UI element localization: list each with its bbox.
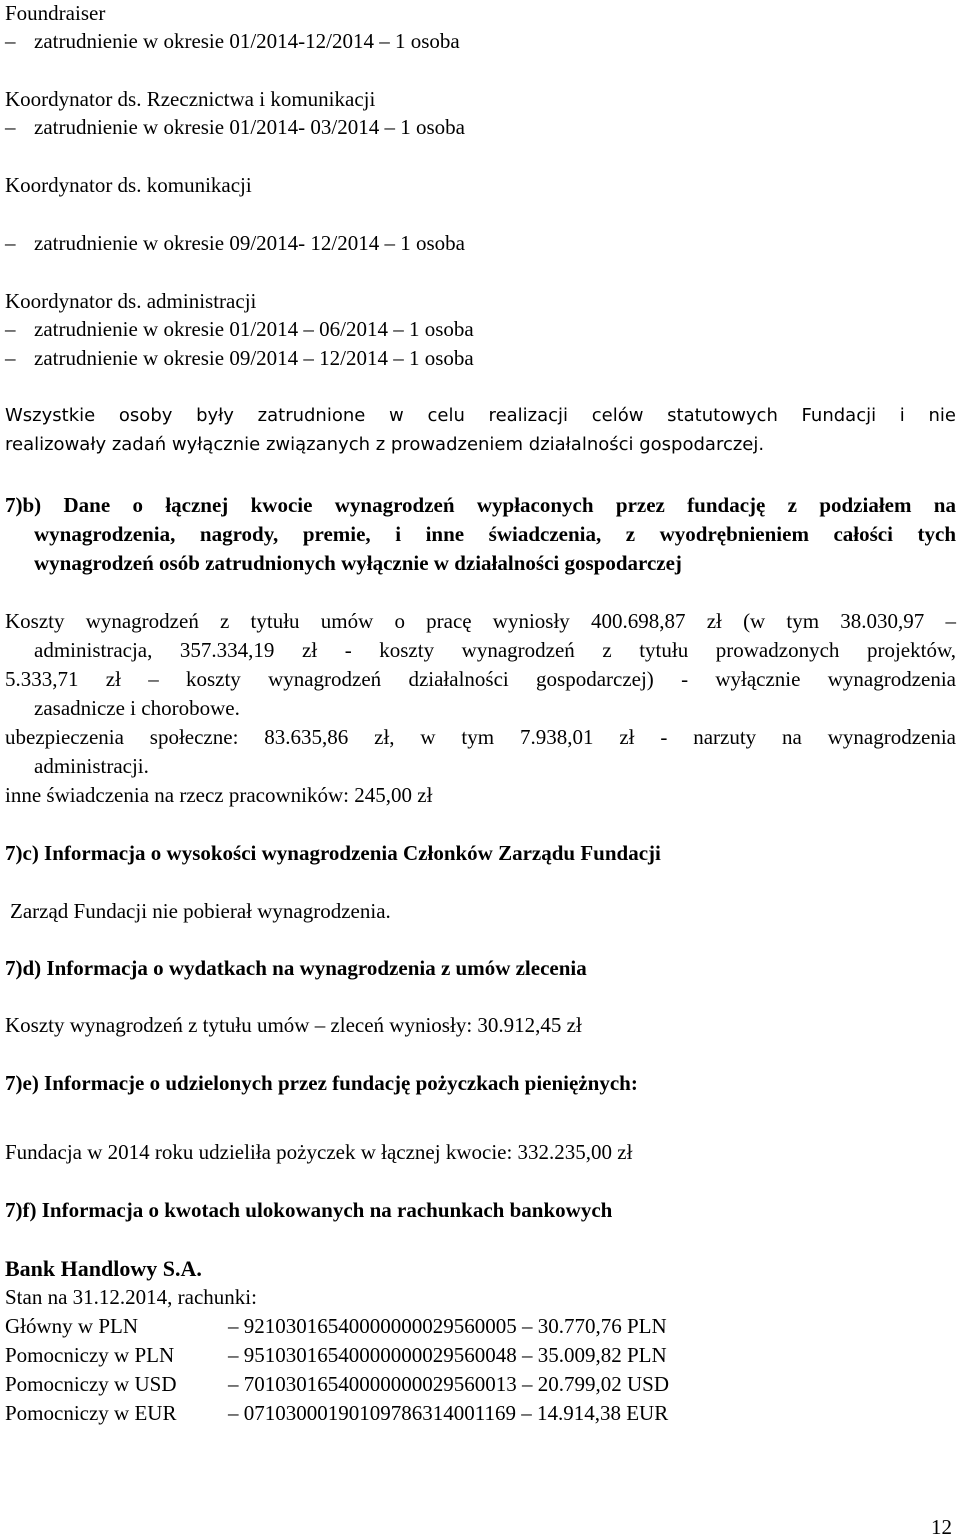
costs-line-3: 5.333,71 zł – koszty wynagrodzeń działalności gospodarczej) - wyłącznie wynagrodzenia	[5, 667, 956, 691]
rzecznictwo-line: zatrudnienie w okresie 01/2014- 03/2014 – 1 osoba	[34, 115, 465, 139]
account-value: – 92103016540000000029560005 – 30.770,76 PLN	[228, 1314, 667, 1338]
account-label: Pomocniczy w USD	[5, 1372, 177, 1396]
account-label: Pomocniczy w PLN	[5, 1343, 175, 1367]
fundraiser-title: Foundraiser	[5, 1, 106, 25]
section-7b-heading-3: wynagrodzeń osób zatrudnionych wyłącznie w działalności gospodarczej	[34, 551, 682, 575]
bank-name: Bank Handlowy S.A.	[5, 1256, 202, 1281]
rzecznictwo-title: Koordynator ds. Rzecznictwa i komunikacji	[5, 87, 376, 111]
administracja-line-1: zatrudnienie w okresie 01/2014 – 06/2014 – 1 osoba	[34, 317, 474, 341]
dash-marker: –	[5, 346, 16, 370]
account-row	[5, 1399, 668, 1427]
insurance-line-2: administracji.	[34, 754, 149, 778]
other-benefits: inne świadczenia na rzecz pracowników: 245,00 zł	[5, 783, 433, 807]
section-7c-text: Zarząd Fundacji nie pobierał wynagrodzenia.	[10, 899, 391, 923]
dash-marker: –	[5, 115, 16, 139]
costs-line-1: Koszty wynagrodzeń z tytułu umów o pracę wyniosły 400.698,87 zł (w tym 38.030,97 –	[5, 609, 956, 633]
administracja-title: Koordynator ds. administracji	[5, 289, 257, 313]
fundraiser-line: zatrudnienie w okresie 01/2014-12/2014 – 1 osoba	[34, 29, 460, 53]
account-row	[5, 1370, 669, 1398]
dash-marker: –	[5, 29, 16, 53]
account-value: – 95103016540000000029560048 – 35.009,82 PLN	[228, 1343, 667, 1367]
costs-line-2: administracja, 357.334,19 zł - koszty wynagrodzeń z tytułu prowadzonych projektów,	[34, 638, 956, 662]
komunikacja-title: Koordynator ds. komunikacji	[5, 173, 252, 197]
section-7e-text: Fundacja w 2014 roku udzieliła pożyczek w łącznej kwocie: 332.235,00 zł	[5, 1140, 633, 1164]
section-7f-heading: 7)f) Informacja o kwotach ulokowanych na rachunkach bankowych	[5, 1198, 613, 1222]
section-7d-heading: 7)d) Informacja o wydatkach na wynagrodzenia z umów zlecenia	[5, 956, 587, 980]
section-7b-heading-2: wynagrodzenia, nagrody, premie, i inne świadczenia, z wyodrębnieniem całości tych	[34, 522, 956, 546]
account-row	[5, 1312, 667, 1340]
section-7b-heading-1: 7)b) Dane o łącznej kwocie wynagrodzeń wypłaconych przez fundację z podziałem na	[5, 493, 956, 517]
dash-marker: –	[5, 231, 16, 255]
administracja-line-2: zatrudnienie w okresie 09/2014 – 12/2014 – 1 osoba	[34, 346, 474, 370]
section-7d-text: Koszty wynagrodzeń z tytułu umów – zleceń wyniosły: 30.912,45 zł	[5, 1013, 582, 1037]
section-7c-heading: 7)c) Informacja o wysokości wynagrodzenia Członków Zarządu Fundacji	[5, 841, 661, 865]
statement-line-2: realizowały zadań wyłącznie związanych z prowadzeniem działalności gospodarczej.	[5, 434, 765, 455]
account-label: Pomocniczy w EUR	[5, 1401, 177, 1425]
page-number: 12	[931, 1515, 952, 1539]
statement-line-1: Wszystkie osoby były zatrudnione w celu realizacji celów statutowych Fundacji i nie	[5, 405, 956, 426]
komunikacja-line: zatrudnienie w okresie 09/2014- 12/2014 – 1 osoba	[34, 231, 465, 255]
account-value: – 70103016540000000029560013 – 20.799,02 USD	[228, 1372, 670, 1396]
section-7e-heading: 7)e) Informacje o udzielonych przez fundację pożyczkach pieniężnych:	[5, 1071, 638, 1095]
dash-marker: –	[5, 317, 16, 341]
costs-line-4: zasadnicze i chorobowe.	[34, 696, 240, 720]
insurance-line-1: ubezpieczenia społeczne: 83.635,86 zł, w tym 7.938,01 zł - narzuty na wynagrodzenia	[5, 725, 956, 749]
account-value: – 07103000190109786314001169 – 14.914,38 EUR	[228, 1401, 669, 1425]
account-row	[5, 1341, 667, 1369]
account-label: Główny w PLN	[5, 1314, 139, 1338]
balance-date: Stan na 31.12.2014, rachunki:	[5, 1285, 257, 1309]
